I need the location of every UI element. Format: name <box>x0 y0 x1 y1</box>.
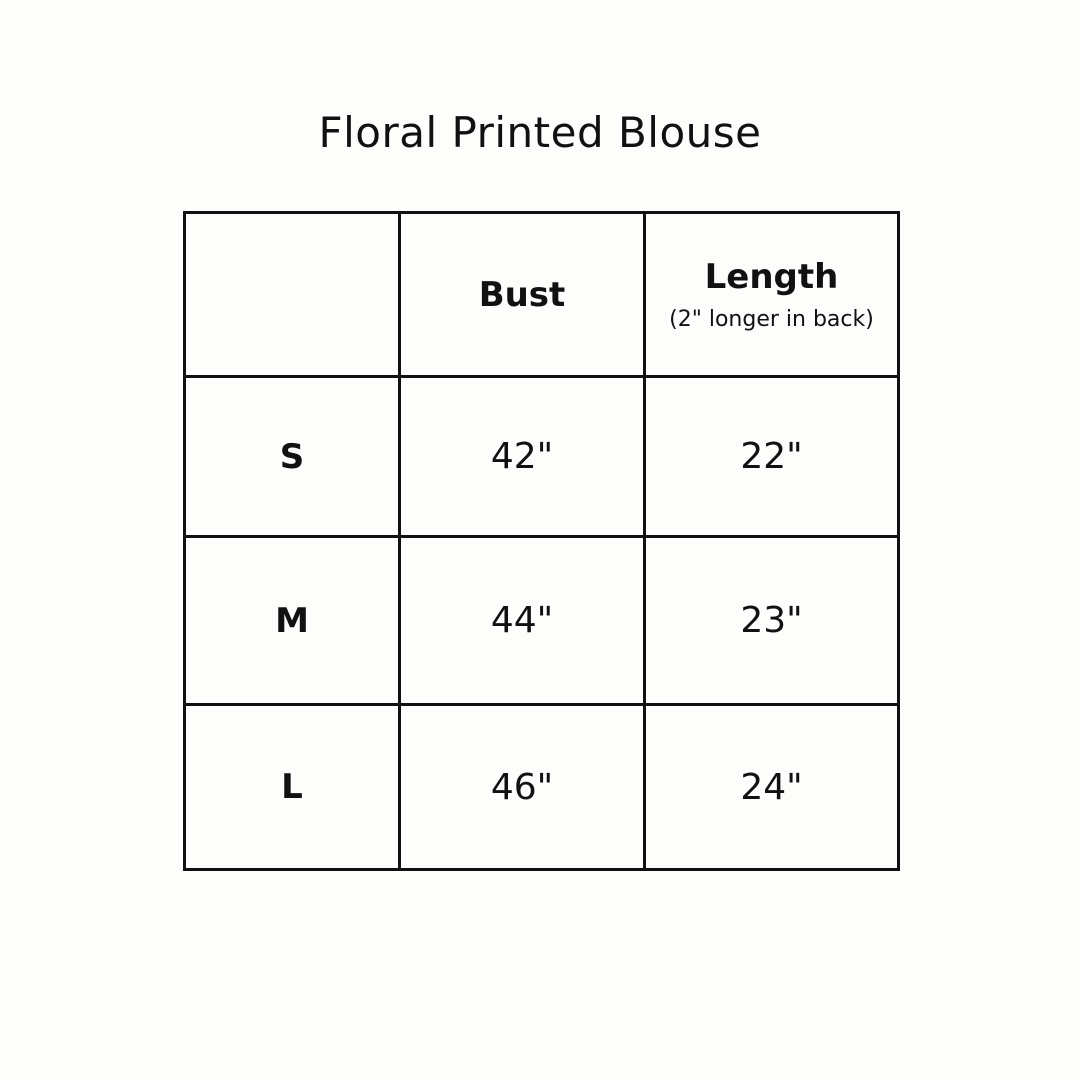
table-row <box>185 377 899 537</box>
size-cell <box>185 705 400 870</box>
page-title: Floral Printed Blouse <box>318 108 762 157</box>
length-value: 24" <box>740 766 803 808</box>
length-header: Length <box>704 257 839 297</box>
size-label: S <box>279 436 305 477</box>
table-row <box>185 705 899 870</box>
size-label: L <box>281 767 303 807</box>
bust-cell <box>400 537 645 705</box>
length-note: (2" longer in back) <box>669 307 874 332</box>
bust-cell <box>400 705 645 870</box>
size-label: M <box>275 600 309 641</box>
size-chart-table <box>183 211 900 871</box>
length-cell <box>645 537 899 705</box>
length-header-cell <box>645 213 899 377</box>
bust-value: 42" <box>490 436 554 477</box>
size-cell <box>185 377 400 537</box>
bust-value: 46" <box>490 766 554 808</box>
table-header-row <box>185 213 899 377</box>
bust-cell <box>400 377 645 537</box>
table-row <box>185 537 899 705</box>
bust-value: 44" <box>490 600 554 641</box>
length-value: 22" <box>740 436 803 477</box>
corner-cell <box>185 213 400 377</box>
length-value: 23" <box>740 600 803 641</box>
bust-header-cell <box>400 213 645 377</box>
length-cell <box>645 705 899 870</box>
length-cell <box>645 377 899 537</box>
bust-header: Bust <box>478 274 566 315</box>
size-cell <box>185 537 400 705</box>
